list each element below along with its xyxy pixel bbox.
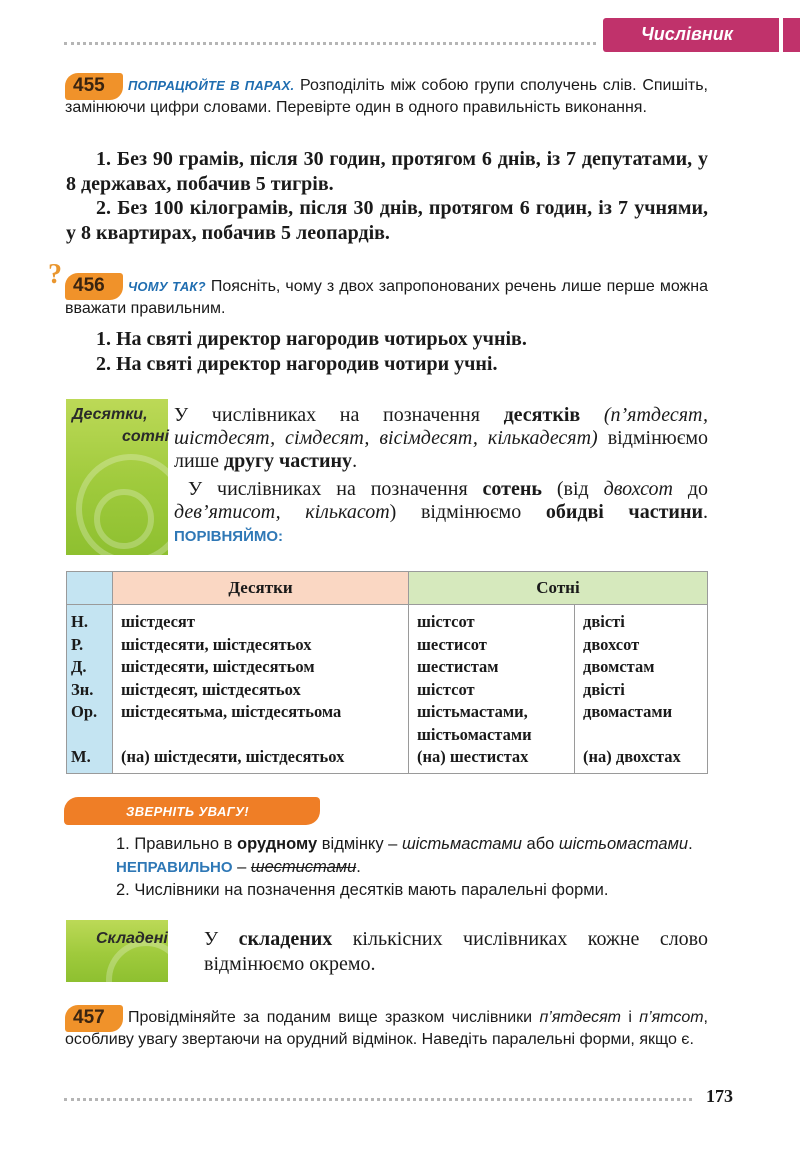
exercise-456-number: 456 (65, 273, 123, 300)
tens-form: (на) шістдесяти, шістдесятьох (121, 747, 345, 766)
tens-form: шістдесятьма, шістдесятьома (121, 702, 342, 721)
two-hundred-form: (на) двохстах (583, 747, 681, 766)
attention-text-g: . (688, 835, 693, 853)
six-hundred-form: шістсот (417, 679, 475, 699)
attention-wrong-form: шестистами (250, 858, 357, 876)
attention-form-2: шістьомастами (558, 835, 689, 853)
rule-tens-examples: (п’ятдесят, шістдесят, сімдесят, вісімдесят, кількадесят) (174, 404, 708, 449)
exercise-455-text: Розподіліть між собою групи сполучень слів. Спишіть, замінюючи цифри словами. Перевірте один в одного правильність виконання. (65, 77, 708, 116)
case-label: Н. (71, 612, 88, 631)
rule-compound-term: складених (238, 928, 333, 950)
attention-banner: ЗВЕРНІТЬ УВАГУ! (64, 797, 320, 825)
header-tens: Десятки (113, 572, 409, 605)
attention-text-e: або (521, 835, 559, 853)
tens-form: шістдесят, шістдесятьох (121, 679, 301, 699)
rule-label-hundreds: сотні (122, 428, 170, 445)
case-label (71, 724, 112, 747)
two-hundred-form: двісті (583, 679, 625, 699)
rule-tens-text-f: . (352, 450, 358, 472)
rule-hundreds-example-2: дев’ятисот, кількасот (174, 501, 390, 523)
rule-hundreds-both-parts: обидві частини (545, 501, 703, 523)
exercise-456-tag: ЧОМУ ТАК? (128, 279, 206, 294)
declension-table-body (67, 605, 708, 774)
rule-hundreds-term: сотень (482, 478, 542, 500)
exercise-455-tag: ПОПРАЦЮЙТЕ В ПАРАХ. (128, 78, 295, 93)
exercise-455-item-1: 1. Без 90 грамів, після 30 годин, протягом 6 днів, із 7 депутатами, у 8 державах, побачив 5 тигрів. (66, 148, 708, 195)
exercise-457-text-e: , особливу увагу звертаючи на орудний відмінок. Наведіть паралельні форми, якщо є. (65, 1009, 708, 1048)
two-hundred-form: двохсот (583, 634, 640, 654)
case-label: Р. (71, 634, 84, 654)
exercise-455-number: 455 (65, 73, 123, 100)
rule-hundreds-text-g: ) відмінюємо (389, 501, 546, 523)
case-label: М. (71, 747, 91, 766)
six-hundred-form: шістьмастами, (417, 702, 528, 721)
exercise-457-word-2: п’ятсот (639, 1009, 704, 1026)
question-icon: ? (48, 259, 62, 290)
two-hundred-column (575, 605, 708, 774)
declension-table (66, 571, 708, 774)
exercise-456-instruction (65, 276, 708, 320)
attention-text-c: відмінку – (317, 835, 402, 853)
six-hundred-form: шестистам (417, 657, 499, 676)
six-hundred-column (409, 605, 575, 774)
rule-compound-text-c: кількісних числівниках кожне слово відмінюємо окремо. (204, 928, 708, 975)
header-case-cell (67, 572, 113, 605)
section-tab-edge (783, 18, 800, 52)
rule-hundreds-example-1: двохсот (603, 478, 673, 500)
exercise-457-instruction (65, 1007, 708, 1051)
case-column (67, 605, 113, 774)
rule-tens-text-a: У числівниках на позначення (174, 404, 504, 426)
declension-table-header (67, 572, 708, 605)
rule-hundreds-text-a: У числівниках на позначення (188, 478, 483, 500)
attention-incorrect-label: НЕПРАВИЛЬНО (116, 859, 233, 876)
two-hundred-form: двомастами (583, 702, 673, 721)
rule-hundreds-text-i: . (703, 501, 708, 523)
header-hundreds: Сотні (409, 572, 708, 605)
case-label: Д. (71, 657, 87, 676)
exercise-456-text: Поясніть, чому з двох запропонованих речень лише перше можна вважати правильним. (65, 278, 708, 317)
rule-hundreds-text (174, 478, 708, 548)
rule-label-compound: Складені (96, 930, 168, 947)
exercise-457-text-a: Провідміняйте за поданим вище зразком числівники (128, 1009, 540, 1026)
six-hundred-form: (на) шестистах (417, 747, 529, 766)
tens-form: шістдесят (121, 612, 195, 631)
attention-item-1 (116, 833, 708, 879)
rule-compound-text (204, 927, 708, 977)
rule-tens-text-d: відмінюємо лише (174, 427, 708, 472)
rule-hundreds-text-e: до (672, 478, 709, 500)
rule-hundreds-text-c: (від (541, 478, 604, 500)
tens-column (113, 605, 409, 774)
attention-text-i: – (232, 858, 251, 876)
tens-form (121, 724, 408, 747)
six-hundred-form: шістсот (417, 612, 475, 631)
two-hundred-form: двомстам (583, 657, 655, 676)
attention-item-2: 2. Числівники на позначення десятків мають паралельні форми. (116, 881, 609, 899)
exercise-456-item-1: 1. На святі директор нагородив чотирьох учнів. (96, 328, 527, 350)
exercise-457-text-c: і (620, 1009, 640, 1026)
two-hundred-form (583, 724, 707, 747)
top-dotted-rule (64, 42, 596, 45)
bottom-dotted-rule (64, 1098, 692, 1101)
rule-compound-text-a: У (204, 928, 239, 950)
case-label: Ор. (71, 702, 98, 721)
exercise-456-item-2: 2. На святі директор нагородив чотири учні. (96, 353, 498, 375)
rule-tens-text (174, 404, 708, 473)
exercise-457-number: 457 (65, 1005, 123, 1032)
six-hundred-form: шістьомастами (417, 724, 532, 744)
rule-label-tens: Десятки, (72, 406, 148, 423)
decorative-swirl (76, 454, 168, 555)
two-hundred-form: двісті (583, 612, 625, 631)
tens-form: шістдесяти, шістдесятьох (121, 634, 312, 654)
rule-tens-term: десятків (503, 404, 581, 426)
exercise-457-word-1: п’ятдесят (539, 1009, 621, 1026)
case-label: Зн. (71, 679, 94, 699)
page-number: 173 (706, 1086, 733, 1106)
six-hundred-form: шестисот (417, 634, 487, 654)
attention-case-term: орудному (237, 835, 318, 853)
exercise-455-item-2: 2. Без 100 кілограмів, після 30 днів, протягом 6 годин, із 7 учнями, у 8 квартирах, побачив 5 леопардів. (66, 197, 708, 244)
compare-label: ПОРІВНЯЙМО: (174, 528, 284, 545)
exercise-455-instruction (65, 75, 708, 119)
rule-tens-second-part: другу частину (223, 450, 353, 472)
attention-form-1: шістьмастами (401, 835, 522, 853)
tens-form: шістдесяти, шістдесятьом (121, 657, 315, 676)
attention-text-k: . (356, 858, 361, 876)
attention-text-a: 1. Правильно в (116, 835, 237, 853)
section-tab: Числівник (603, 18, 779, 52)
